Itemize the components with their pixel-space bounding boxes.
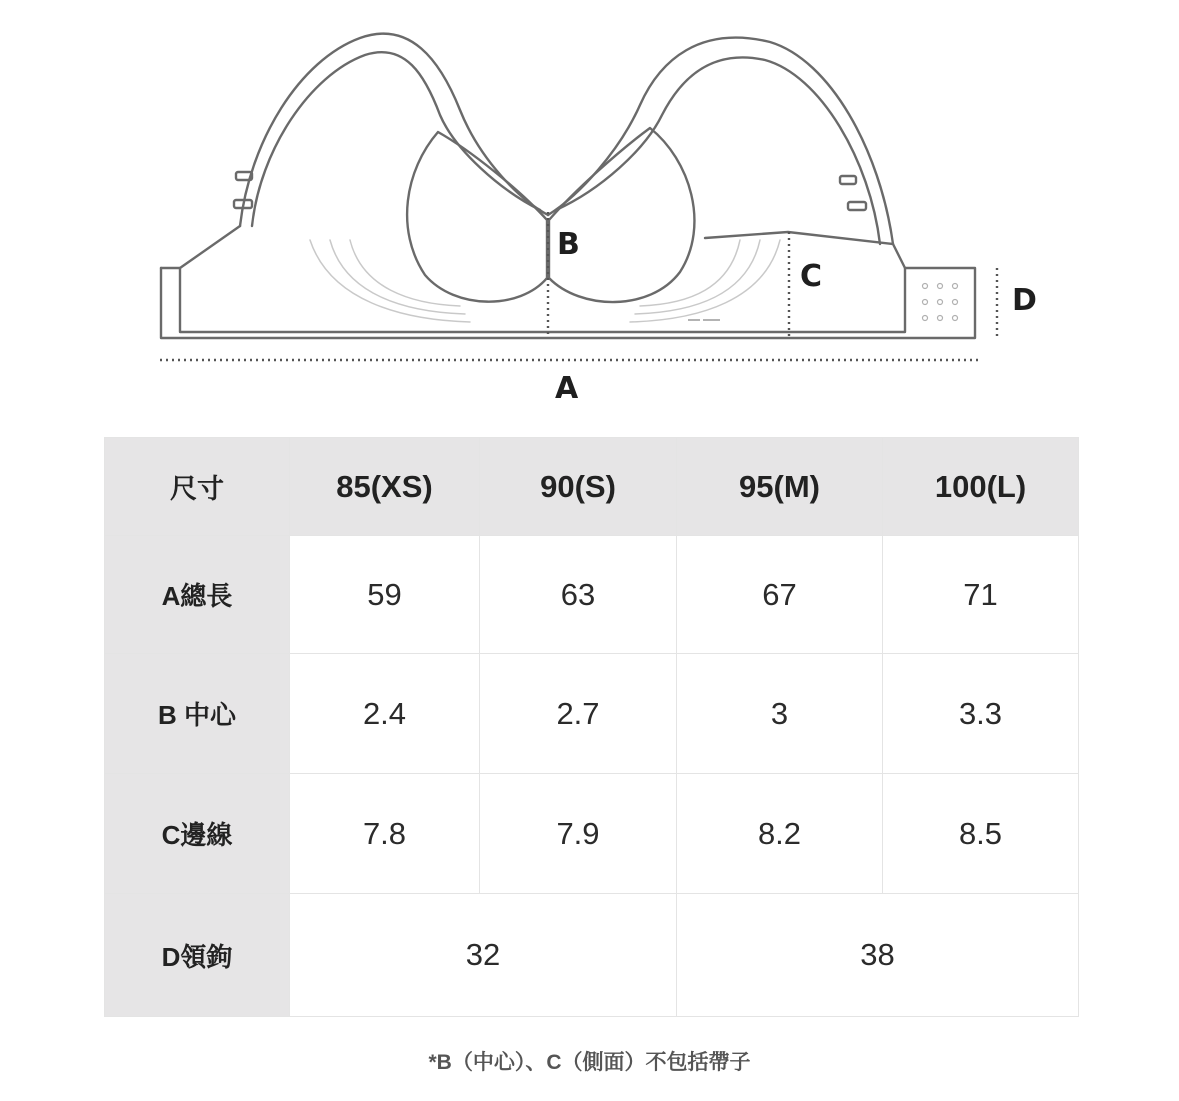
table-cell: 3.3 [883, 654, 1079, 774]
table-row [105, 774, 1079, 894]
bra-outline-drawing [0, 0, 1179, 420]
header-90-s: 90(S) [480, 438, 677, 536]
row-label-a-total-length: A總長 [105, 536, 290, 654]
header-size: 尺寸 [105, 438, 290, 536]
table-row [105, 536, 1079, 654]
table-cell: 67 [677, 536, 883, 654]
dimension-label-c: C [800, 259, 823, 294]
header-85-xs: 85(XS) [290, 438, 480, 536]
header-100-l: 100(L) [883, 438, 1079, 536]
table-cell: 2.4 [290, 654, 480, 774]
table-cell: 63 [480, 536, 677, 654]
row-label-b-center: B 中心 [105, 654, 290, 774]
table-cell: 7.9 [480, 774, 677, 894]
table-cell: 7.8 [290, 774, 480, 894]
table-cell-merged: 38 [677, 894, 1079, 1017]
table-cell: 8.2 [677, 774, 883, 894]
bra-measurement-diagram [0, 0, 1179, 420]
table-cell: 59 [290, 536, 480, 654]
table-header-row [105, 438, 1079, 536]
row-label-c-side: C邊線 [105, 774, 290, 894]
dimension-label-b: B [557, 227, 580, 262]
dimension-label-a: A [555, 371, 579, 406]
table-row [105, 654, 1079, 774]
table-cell: 2.7 [480, 654, 677, 774]
dimension-label-d: D [1012, 283, 1037, 318]
size-chart-table [104, 437, 1079, 1017]
header-95-m: 95(M) [677, 438, 883, 536]
table-row [105, 894, 1079, 1017]
table-cell: 71 [883, 536, 1079, 654]
table-cell-merged: 32 [290, 894, 677, 1017]
table-cell: 8.5 [883, 774, 1079, 894]
row-label-d-hook: D領鉤 [105, 894, 290, 1017]
table-cell: 3 [677, 654, 883, 774]
footnote: *B（中心）、C（側面）不包括帶子 [428, 1051, 751, 1074]
